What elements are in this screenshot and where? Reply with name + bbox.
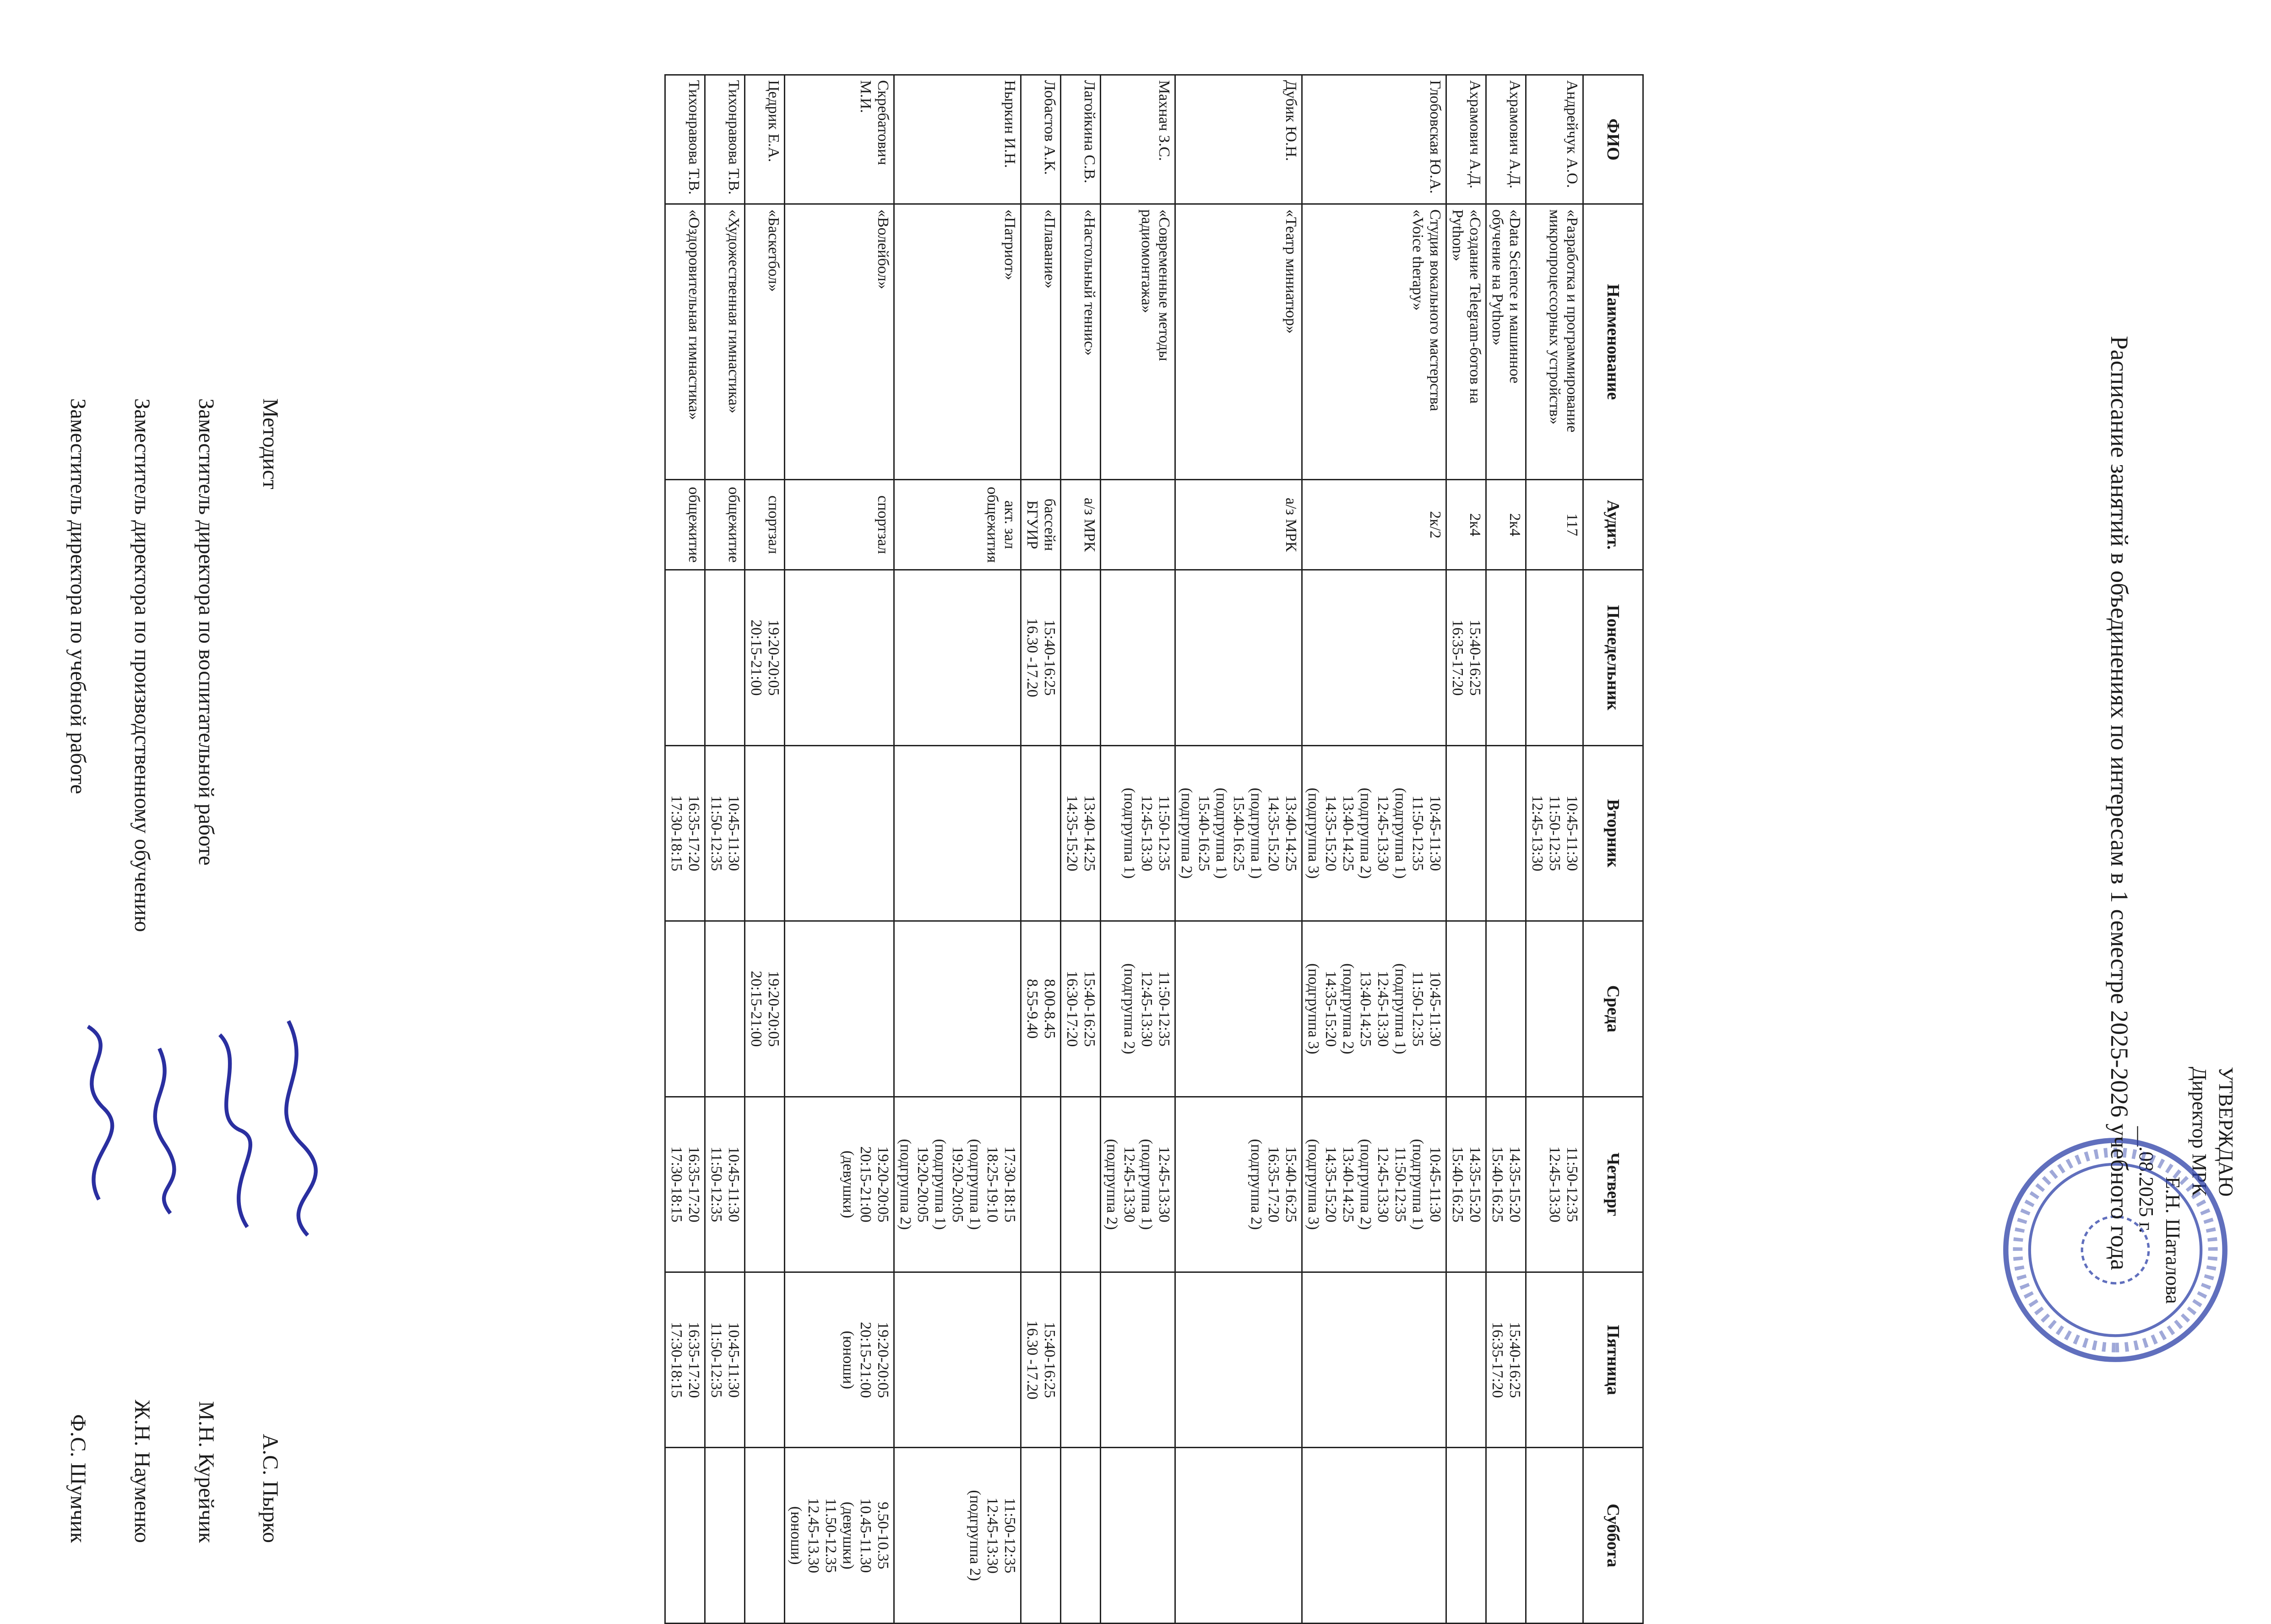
cell-line: 11:50-12:35 (1392, 1146, 1409, 1222)
cell-line: 15:40-16:25 (1467, 619, 1483, 696)
approval-name: Е.Н. Шаталова (2162, 1177, 2184, 1304)
cell-line: обучение на Python» (1489, 209, 1506, 346)
cell-tue (665, 745, 705, 921)
signature-row (238, 398, 302, 1543)
schedule-table (664, 74, 1644, 1624)
cell-line: 13:40-14:25 (1357, 971, 1374, 1047)
cell-line: 11:50-12:35 (708, 1322, 725, 1398)
cell-line: 8.00-8.45 (1041, 979, 1058, 1039)
cell-tue (894, 745, 1021, 921)
cell-sat (1175, 1448, 1302, 1624)
cell-tue (745, 745, 785, 921)
cell-line: 20:15-21:00 (748, 619, 765, 696)
cell-fri (1021, 1272, 1061, 1448)
cell-mon (745, 570, 785, 745)
cell-room (1175, 480, 1302, 570)
cell-line: 12:45-13:30 (984, 1497, 1001, 1574)
table-header-row (1583, 75, 1643, 1624)
column-header: Аудит. (1583, 480, 1643, 570)
cell-line: 11.50-12.35 (822, 1498, 839, 1573)
signature-row (110, 398, 174, 1543)
cell-wed (745, 921, 785, 1097)
cell-sat (745, 1448, 785, 1624)
cell-line: (подгруппа 1) (932, 1139, 949, 1230)
cell-line: 16:35-17:20 (685, 795, 702, 871)
cell-thu (1101, 1097, 1175, 1272)
cell-thu (1446, 1097, 1486, 1272)
cell-line: 10:45-11:30 (1427, 971, 1444, 1047)
cell-room (705, 480, 745, 570)
cell-tue (1446, 745, 1486, 921)
cell-mon (1526, 570, 1583, 745)
cell-line: 15:40-16:25 (1230, 795, 1247, 871)
signature-role: Заместитель директора по учебной работе (66, 398, 90, 794)
cell-sat (1101, 1448, 1175, 1624)
cell-sat (665, 1448, 705, 1624)
cell-room (745, 480, 785, 570)
cell-wed (1021, 921, 1061, 1097)
cell-line: 15:40-16:25 (1195, 795, 1212, 871)
cell-line: 13:40-14:25 (1282, 795, 1299, 871)
signature-name: А.С. Пырко (258, 1434, 283, 1543)
cell-line: 14:35-15:20 (1265, 795, 1282, 871)
cell-line: 16:35-17:20 (685, 1146, 702, 1222)
document-title: Расписание занятий в объединениях по интересам в 1 семестре 2025-2026 учебного года (2106, 336, 2133, 1271)
cell-line: (подгруппа 2) (1340, 963, 1357, 1054)
cell-line: «Театр миниатюр» (1282, 209, 1299, 334)
signature-name: М.Н. Курейчик (194, 1401, 218, 1543)
cell-fio: Цедрик Е.А. (745, 75, 785, 204)
cell-thu (665, 1097, 705, 1272)
cell-line: 14:35-15:20 (1322, 1146, 1339, 1222)
cell-line: 117 (1564, 513, 1581, 536)
cell-line: 12:45-13:30 (1375, 795, 1391, 871)
handwritten-signatures (55, 989, 330, 1273)
cell-line: 12:45-13:30 (1375, 971, 1391, 1047)
cell-line: 10:45-11:30 (1427, 1146, 1444, 1222)
signature-role: Методист (258, 398, 283, 489)
cell-wed (1101, 921, 1175, 1097)
cell-line: 10:45-11:30 (1427, 795, 1444, 871)
cell-line: 11:50-12:35 (1156, 795, 1173, 871)
cell-line: «Волейбол» (875, 209, 891, 289)
cell-line: 15:40-16:25 (1449, 1146, 1466, 1222)
cell-sat (1486, 1448, 1526, 1624)
cell-room (1021, 480, 1061, 570)
cell-line: 10:45-11:30 (725, 1146, 742, 1222)
cell-line: 15:40-16:25 (1081, 971, 1098, 1047)
cell-line: (подгруппа 2) (897, 1139, 914, 1230)
table-row (665, 75, 705, 1624)
cell-tue (1101, 745, 1175, 921)
cell-line: (подгруппа 2) (1248, 1139, 1265, 1230)
cell-tue (1302, 745, 1446, 921)
cell-line: 2к4 (1506, 513, 1523, 537)
cell-line: 12:45-13:30 (1529, 795, 1546, 871)
cell-line: 17:30-18:15 (668, 1146, 685, 1222)
cell-thu (1526, 1097, 1583, 1272)
cell-line: (подгруппа 2) (1357, 788, 1374, 879)
cell-fri (785, 1272, 894, 1448)
approval-position: Директор МРК (2188, 1067, 2211, 1196)
cell-line: 8.55-9.40 (1024, 979, 1041, 1039)
cell-line: 11:50-12:35 (1409, 795, 1426, 871)
cell-room (1061, 480, 1101, 570)
cell-line: «Патриот» (1001, 209, 1018, 280)
cell-sat (785, 1448, 894, 1624)
cell-fio: Дубик Ю.Н. (1175, 75, 1302, 204)
cell-line: радиомонтажа» (1138, 209, 1155, 313)
cell-line: 19:20-20:05 (875, 1146, 891, 1222)
cell-line: 10.45-11.30 (857, 1498, 874, 1573)
cell-line: 2к/2 (1427, 511, 1444, 539)
cell-line: 19:20-20:05 (914, 1146, 931, 1222)
cell-line: 17:30-18:15 (1001, 1146, 1018, 1222)
cell-line: спортзал (765, 495, 782, 554)
cell-fri (1486, 1272, 1526, 1448)
table-row (894, 75, 1021, 1624)
cell-mon (665, 570, 705, 745)
cell-room (1446, 480, 1486, 570)
cell-mon (1175, 570, 1302, 745)
cell-line: (подгруппа 1) (1213, 788, 1230, 879)
cell-mon (785, 570, 894, 745)
cell-line: общежитие (725, 487, 742, 563)
cell-name (894, 204, 1021, 480)
cell-name (705, 204, 745, 480)
cell-wed (1061, 921, 1101, 1097)
cell-sat (705, 1448, 745, 1624)
column-header: Пятница (1583, 1272, 1643, 1448)
cell-line: (юноши) (788, 1506, 804, 1565)
cell-line: 14:35-15:20 (1322, 971, 1339, 1047)
cell-line: (подгруппа 3) (1305, 788, 1322, 879)
cell-wed (705, 921, 745, 1097)
cell-wed (1446, 921, 1486, 1097)
table-row (1101, 75, 1175, 1624)
cell-line: Python» (1449, 209, 1466, 261)
cell-line: «Разработка и программирование (1564, 209, 1581, 433)
signature-block (46, 398, 302, 1543)
signature-row (46, 398, 110, 1543)
cell-line: «Художественная гимнастика» (725, 209, 742, 413)
cell-line: 11:50-12:35 (1546, 795, 1563, 871)
cell-mon (1446, 570, 1486, 745)
cell-mon (1061, 570, 1101, 745)
cell-line: «Data Science и машинное (1506, 209, 1523, 384)
cell-line: 12:45-13:30 (1121, 1146, 1138, 1222)
signature-name: Ж.Н. Науменко (130, 1400, 154, 1543)
cell-thu (1021, 1097, 1061, 1272)
cell-line: 15:40-16:25 (1489, 1146, 1506, 1222)
cell-line: 13:40-14:25 (1340, 1146, 1357, 1222)
cell-fio: Ныркин И.Н. (894, 75, 1021, 204)
table-row (1526, 75, 1583, 1624)
cell-line: 12:45-13:30 (1546, 1146, 1563, 1222)
cell-line: 16:35-17:20 (1449, 619, 1466, 696)
cell-line: 11:50-12:35 (1156, 971, 1173, 1047)
cell-fio: Скребатович М.И. (785, 75, 894, 204)
cell-line: (подгруппа 3) (1305, 1139, 1322, 1230)
cell-line: 11:50-12:35 (1564, 1146, 1581, 1222)
signature-role: Заместитель директора по воспитательной работе (194, 398, 218, 866)
cell-line: спортзал (875, 495, 891, 554)
cell-line: 10:45-11:30 (725, 1322, 742, 1398)
cell-line: Студия вокального мастерства (1427, 209, 1444, 411)
cell-fri (665, 1272, 705, 1448)
cell-thu (894, 1097, 1021, 1272)
cell-mon (1101, 570, 1175, 745)
cell-line: а/з МРК (1282, 497, 1299, 552)
cell-line: 12:45-13:30 (1138, 795, 1155, 871)
cell-line: 15:40-16:25 (1506, 1322, 1523, 1398)
cell-wed (665, 921, 705, 1097)
cell-fio: Тихонравова Т.В. (665, 75, 705, 204)
column-header: Суббота (1583, 1448, 1643, 1624)
cell-wed (1175, 921, 1302, 1097)
cell-mon (1302, 570, 1446, 745)
cell-line: 11:50-12:35 (1409, 971, 1426, 1047)
cell-fri (1526, 1272, 1583, 1448)
cell-line: 20:15-21:00 (857, 1322, 874, 1398)
cell-sat (1446, 1448, 1486, 1624)
cell-name (1302, 204, 1446, 480)
cell-mon (705, 570, 745, 745)
cell-line: 9.50-10.35 (875, 1502, 891, 1570)
cell-line: «Плавание» (1041, 209, 1058, 289)
approval-word: УТВЕРЖДАЮ (2215, 1067, 2237, 1197)
cell-room (665, 480, 705, 570)
column-header: Четверг (1583, 1097, 1643, 1272)
cell-line: 15:40-16:25 (1041, 1322, 1058, 1398)
cell-room (1486, 480, 1526, 570)
table-row (785, 75, 894, 1624)
cell-wed (785, 921, 894, 1097)
cell-sat (1302, 1448, 1446, 1624)
cell-name (1021, 204, 1061, 480)
signature-role: Заместитель директора по производственному обучению (130, 398, 154, 932)
table-row (1061, 75, 1101, 1624)
cell-mon (1021, 570, 1061, 745)
cell-room (1101, 480, 1175, 570)
column-header: ФИО (1583, 75, 1643, 204)
approval-date: __.08.2025 г. (2135, 1126, 2157, 1233)
cell-room (894, 480, 1021, 570)
cell-line: 2к4 (1467, 513, 1483, 537)
cell-tue (785, 745, 894, 921)
cell-room (1302, 480, 1446, 570)
cell-thu (1175, 1097, 1302, 1272)
cell-line: 11:50-12:35 (1001, 1498, 1018, 1574)
cell-fio: Ахрамович А.Д. (1446, 75, 1486, 204)
cell-line: (подгруппа 2) (1178, 788, 1195, 879)
cell-line: 19:20-20:05 (875, 1322, 891, 1398)
cell-line: (подгруппа 2) (1103, 1139, 1120, 1230)
cell-line: 17:30-18:15 (668, 795, 685, 871)
cell-line: 16:35-17:20 (1265, 1146, 1282, 1222)
cell-name (665, 204, 705, 480)
cell-line: «Настольный теннис» (1081, 209, 1098, 356)
cell-fio: Глобовская Ю.А. (1302, 75, 1446, 204)
cell-tue (1021, 745, 1061, 921)
table-row (745, 75, 785, 1624)
cell-mon (894, 570, 1021, 745)
cell-line: «Современные методы (1156, 209, 1173, 361)
cell-line: 13:40-14:25 (1340, 795, 1357, 871)
cell-tue (705, 745, 745, 921)
cell-line: (девушки) (840, 1501, 857, 1570)
cell-line: 14:35-15:20 (1064, 795, 1081, 871)
cell-fio: Тихонравова Т.В. (705, 75, 745, 204)
cell-tue (1526, 745, 1583, 921)
cell-line: (юноши) (840, 1331, 857, 1390)
cell-line: 16:35-17:20 (1489, 1322, 1506, 1398)
cell-line: 19:20-20:05 (765, 971, 782, 1047)
cell-wed (894, 921, 1021, 1097)
cell-line: (подгруппа 2) (967, 1490, 983, 1581)
cell-name (1486, 204, 1526, 480)
cell-sat (1526, 1448, 1583, 1624)
cell-line: «Оздоровительная гимнастика» (685, 209, 702, 420)
cell-line: микропроцессорных устройств» (1546, 209, 1563, 425)
cell-fio: Андрейчук А.О. (1526, 75, 1583, 204)
cell-fri (745, 1272, 785, 1448)
cell-line: общежитие (685, 487, 702, 563)
cell-line: акт. зал (1001, 500, 1018, 549)
table-row (1302, 75, 1446, 1624)
cell-line: БГУИР (1024, 500, 1041, 549)
cell-fio: Ахрамович А.Д. (1486, 75, 1526, 204)
cell-tue (1175, 745, 1302, 921)
cell-thu (785, 1097, 894, 1272)
cell-line: 12:45-13:30 (1138, 971, 1155, 1047)
cell-line: (подгруппа 3) (1305, 963, 1322, 1054)
cell-tue (1061, 745, 1101, 921)
cell-line: (подгруппа 1) (1392, 963, 1409, 1054)
cell-thu (745, 1097, 785, 1272)
cell-fri (1101, 1272, 1175, 1448)
cell-line: «Создание Telegram-ботов на (1467, 209, 1483, 404)
cell-line: 20:15-21:00 (857, 1146, 874, 1222)
cell-line: общежития (984, 487, 1001, 563)
cell-wed (1486, 921, 1526, 1097)
cell-fri (1302, 1272, 1446, 1448)
cell-line: (подгруппа 1) (1248, 788, 1265, 879)
table-row (1021, 75, 1061, 1624)
column-header: Среда (1583, 921, 1643, 1097)
table-row (705, 75, 745, 1624)
cell-line: а/з МРК (1081, 497, 1098, 552)
cell-line: 15:40-16:25 (1041, 619, 1058, 696)
cell-name (1101, 204, 1175, 480)
cell-fri (1175, 1272, 1302, 1448)
cell-line: 14:35-15:20 (1506, 1146, 1523, 1222)
cell-thu (1302, 1097, 1446, 1272)
cell-line: 12.45-13.30 (805, 1498, 822, 1573)
cell-line: 14:35-15:20 (1322, 795, 1339, 871)
cell-line: 12:45-13:30 (1375, 1146, 1391, 1222)
cell-line: (подгруппа 1) (1138, 1139, 1155, 1230)
cell-line: 14:35-15:20 (1467, 1146, 1483, 1222)
cell-line: 16:30-17:20 (1064, 971, 1081, 1047)
cell-line: 19:20-20:05 (949, 1146, 966, 1222)
cell-line: 11:50-12:35 (708, 1146, 725, 1222)
cell-line: 10:45-11:30 (725, 795, 742, 871)
cell-line: (подгруппа 1) (1392, 788, 1409, 879)
cell-sat (1061, 1448, 1101, 1624)
cell-sat (1021, 1448, 1061, 1624)
column-header: Наименование (1583, 204, 1643, 480)
cell-name (1061, 204, 1101, 480)
cell-line: бассейн (1041, 498, 1058, 551)
cell-tue (1486, 745, 1526, 921)
cell-line: (подгруппа 1) (1121, 788, 1138, 879)
cell-line: 19:20-20:05 (765, 619, 782, 696)
cell-line: 13:40-14:25 (1081, 795, 1098, 871)
signature-row (174, 398, 238, 1543)
cell-line: (подгруппа 1) (967, 1139, 983, 1230)
cell-name (785, 204, 894, 480)
cell-fri (1061, 1272, 1101, 1448)
cell-wed (1302, 921, 1446, 1097)
cell-wed (1526, 921, 1583, 1097)
cell-thu (1486, 1097, 1526, 1272)
cell-fio: Лагойкина С.В. (1061, 75, 1101, 204)
cell-fri (705, 1272, 745, 1448)
cell-line: 20:15-21:00 (748, 971, 765, 1047)
signature-name: Ф.С. Шумчик (66, 1414, 90, 1543)
table-row (1446, 75, 1486, 1624)
cell-line: 10:45-11:30 (1564, 795, 1581, 871)
cell-line: 16:35-17:20 (685, 1322, 702, 1398)
cell-mon (1486, 570, 1526, 745)
cell-line: 16.30 -17.20 (1024, 1320, 1041, 1400)
cell-name (745, 204, 785, 480)
table-row (1486, 75, 1526, 1624)
cell-line: 16.30 -17.20 (1024, 618, 1041, 697)
cell-thu (705, 1097, 745, 1272)
cell-line: 12:45-13:30 (1156, 1146, 1173, 1222)
cell-room (1526, 480, 1583, 570)
cell-line: (подгруппа 2) (1357, 1139, 1374, 1230)
cell-fio: Лобастов А.К. (1021, 75, 1061, 204)
cell-line: 15:40-16:25 (1282, 1146, 1299, 1222)
cell-line: 17:30-18:15 (668, 1322, 685, 1398)
table-row (1175, 75, 1302, 1624)
cell-line: «Voice therapy» (1409, 209, 1426, 311)
cell-name (1446, 204, 1486, 480)
cell-line: (подгруппа 1) (1409, 1139, 1426, 1230)
column-header: Вторник (1583, 745, 1643, 921)
cell-name (1175, 204, 1302, 480)
cell-line: (подгруппа 2) (1121, 963, 1138, 1054)
cell-sat (894, 1448, 1021, 1624)
cell-line: 11:50-12:35 (708, 795, 725, 871)
cell-fri (1446, 1272, 1486, 1448)
cell-room (785, 480, 894, 570)
cell-line: (девушки) (840, 1150, 857, 1218)
cell-line: 18:25-19:10 (984, 1146, 1001, 1222)
column-header: Понедельник (1583, 570, 1643, 745)
cell-fio: Махнач З.С. (1101, 75, 1175, 204)
cell-name (1526, 204, 1583, 480)
cell-fri (894, 1272, 1021, 1448)
cell-line: «Баскетбол» (765, 209, 782, 292)
cell-thu (1061, 1097, 1101, 1272)
